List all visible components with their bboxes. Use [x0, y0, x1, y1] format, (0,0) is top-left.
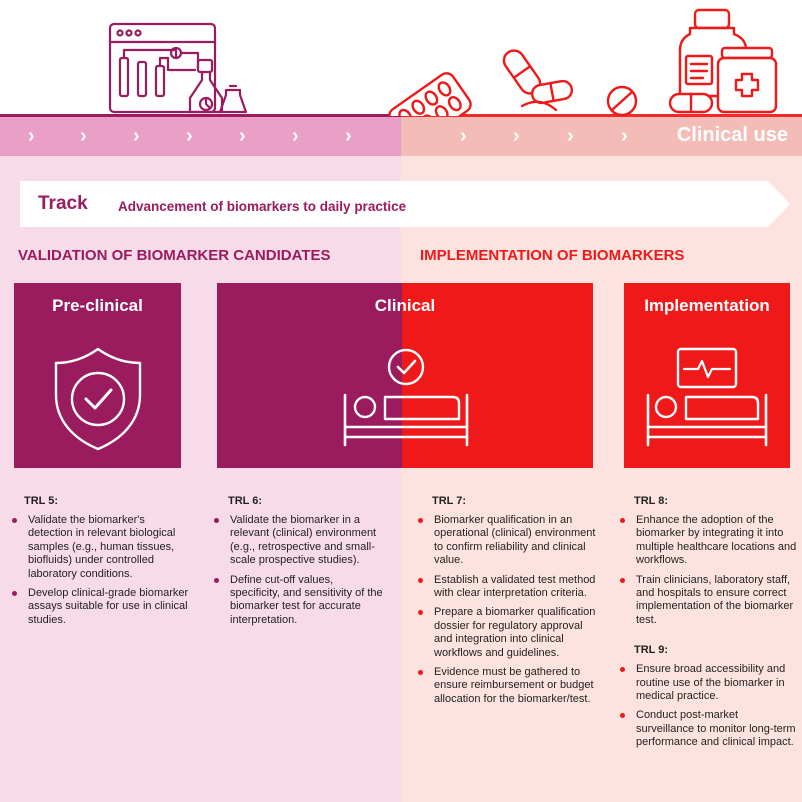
trl7-list: [414, 514, 598, 706]
list-item: Enhance the adoption of the biomarker by integrating it into multiple healthcare locations and workflows.: [616, 514, 798, 568]
bed-check-icon: [341, 345, 471, 455]
chevron-right-icon: ›: [292, 125, 299, 147]
trl5-block: [8, 494, 192, 633]
validation-section-title: VALIDATION OF BIOMARKER CANDIDATES: [18, 247, 331, 264]
list-item: Prepare a biomarker qualification dossier for regulatory approval and integration into clinical workflows and guidelines.: [414, 606, 598, 660]
list-item: Train clinicians, laboratory staff, and hospitals to ensure correct implementation of the biomarker test.: [616, 574, 798, 628]
list-item: Conduct post-market surveillance to monitor long-term performance and clinical impact.: [616, 709, 798, 749]
chevron-right-icon: ›: [621, 125, 628, 147]
track-arrow: [20, 181, 790, 227]
trl6-block: [210, 494, 385, 633]
trl5-list: [8, 514, 192, 627]
list-item: Validate the biomarker in a relevant (clinical) environment (e.g., retrospective and small-scale prospective studies).: [210, 514, 385, 568]
progress-band-left: [0, 116, 401, 156]
trl6-list: [210, 514, 385, 627]
header-illustration: [0, 0, 802, 116]
list-item: Biomarker qualification in an operational (clinical) environment to confirm reliability and clinical value.: [414, 514, 598, 568]
implementation-title: Implementation: [644, 296, 770, 315]
clinical-box: [217, 283, 593, 468]
trl9-heading: TRL 9:: [634, 644, 669, 657]
trl7-heading: TRL 7:: [432, 495, 467, 507]
capsule-icon: [500, 47, 573, 110]
shield-check-icon: [50, 343, 146, 453]
list-item: Define cut-off values, specificity, and sensitivity of the biomarker test for accurate interpretation.: [210, 574, 385, 628]
preclinical-box: [14, 283, 181, 468]
track-label: Track: [38, 193, 88, 214]
chevron-right-icon: ›: [186, 125, 193, 147]
chevron-right-icon: ›: [239, 125, 246, 147]
medicine-bottle-icon: [670, 10, 776, 112]
trl5-heading: TRL 5:: [24, 495, 59, 507]
clinical-title: Clinical: [374, 296, 436, 315]
list-item: Establish a validated test method with clear interpretation criteria.: [414, 574, 598, 601]
bed-monitor-icon: [644, 345, 770, 455]
list-item: Validate the biomarker's detection in relevant biological samples (e.g., human tissues, biofluids) under controlled laboratory conditions.: [8, 514, 192, 581]
list-item: Ensure broad accessibility and routine use of the biomarker in medical practice.: [616, 663, 798, 703]
trl8-heading: TRL 8:: [634, 495, 669, 507]
chevron-right-icon: ›: [80, 125, 87, 147]
chevron-right-icon: ›: [133, 125, 140, 147]
track-description: Advancement of biomarkers to daily practice: [118, 199, 407, 214]
clinical-use-label: Clinical use: [676, 124, 788, 146]
pill-blister-icon: [386, 70, 473, 116]
trl7-block: [414, 494, 598, 712]
trl9-list: [616, 663, 798, 749]
preclinical-title: Pre-clinical: [52, 296, 143, 315]
lab-screen-icon: [110, 24, 215, 112]
trl6-heading: TRL 6:: [228, 495, 263, 507]
trl8-list: [616, 514, 798, 627]
implementation-box: [624, 283, 790, 468]
list-item: Develop clinical-grade biomarker assays suitable for use in clinical studies.: [8, 587, 192, 627]
chevron-right-icon: ›: [345, 125, 352, 147]
chevron-right-icon: ›: [513, 125, 520, 147]
tablet-icon: [608, 87, 636, 115]
chevron-right-icon: ›: [28, 125, 35, 147]
list-item: Evidence must be gathered to ensure reimbursement or budget allocation for the biomarker/test.: [414, 666, 598, 706]
chevron-right-icon: ›: [460, 125, 467, 147]
implementation-section-title: IMPLEMENTATION OF BIOMARKERS: [420, 247, 685, 264]
flask-icon: [190, 60, 246, 112]
trl8-block: [616, 494, 798, 756]
chevron-right-icon: ›: [567, 125, 574, 147]
